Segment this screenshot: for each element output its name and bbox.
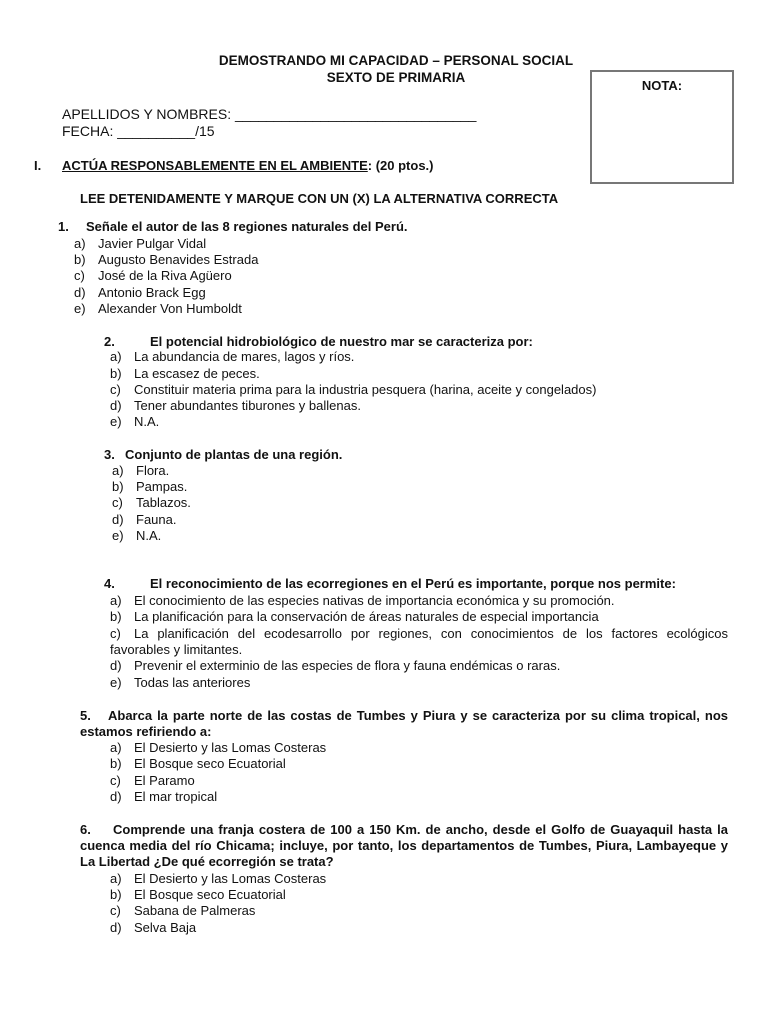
question-5	[80, 708, 728, 740]
option-5d[interactable]	[110, 789, 217, 804]
option-letter: b)	[110, 887, 122, 902]
option-letter: d)	[110, 920, 122, 935]
option-letter: a)	[110, 349, 122, 364]
option-2e[interactable]	[110, 414, 159, 429]
option-1d[interactable]	[74, 285, 206, 300]
question-3	[104, 447, 342, 462]
question-number: 2.	[104, 334, 115, 349]
option-text: La abundancia de mares, lagos y ríos.	[134, 349, 355, 364]
option-2c[interactable]	[110, 382, 596, 397]
option-text: El Desierto y las Lomas Costeras	[134, 740, 327, 755]
option-letter: e)	[74, 301, 86, 316]
option-letter: d)	[74, 285, 86, 300]
option-text: La planificación para la conservación de áreas naturales de especial importancia	[134, 609, 599, 624]
question-2	[104, 334, 533, 349]
grade-label: NOTA:	[641, 78, 683, 93]
option-letter: c)	[110, 382, 121, 397]
option-6d[interactable]	[110, 920, 196, 935]
option-letter: a)	[110, 593, 122, 608]
option-text: Selva Baja	[134, 920, 197, 935]
question-text: Comprende una franja costera de 100 a 150 Km. de ancho, desde el Golfo de Guayaquil hasta la cuenca media del río Chicama; incluye, por tanto, los departamentos de Tumbes, Piura, Lambayeque y La Libertad ¿De qué ecorregión se trata?	[80, 822, 728, 869]
section-heading	[62, 158, 434, 173]
option-letter: c)	[112, 495, 123, 510]
option-1b[interactable]	[74, 252, 258, 267]
question-text: El potencial hidrobiológico de nuestro mar se caracteriza por:	[150, 334, 533, 349]
option-text: Flora.	[136, 463, 170, 478]
option-3c[interactable]	[112, 495, 191, 510]
option-text: José de la Riva Agüero	[98, 268, 232, 283]
option-letter: d)	[110, 658, 122, 673]
option-letter: a)	[110, 740, 122, 755]
option-letter: b)	[110, 756, 122, 771]
option-text: Todas las anteriores	[134, 675, 251, 690]
option-text: Javier Pulgar Vidal	[98, 236, 207, 251]
option-5c[interactable]	[110, 773, 195, 788]
question-4	[104, 576, 676, 591]
option-text: Sabana de Palmeras	[134, 903, 256, 918]
option-letter: b)	[74, 252, 86, 267]
option-letter: a)	[112, 463, 124, 478]
question-number: 3.	[104, 447, 115, 462]
option-5a[interactable]	[110, 740, 326, 755]
question-1	[58, 219, 408, 234]
option-letter: c)	[110, 626, 121, 641]
option-text: N.A.	[136, 528, 162, 543]
question-number: 5.	[80, 708, 91, 723]
option-1e[interactable]	[74, 301, 242, 316]
option-2a[interactable]	[110, 349, 354, 364]
option-letter: a)	[110, 871, 122, 886]
question-number: 4.	[104, 576, 115, 591]
option-letter: d)	[110, 789, 122, 804]
option-6b[interactable]	[110, 887, 286, 902]
instruction: LEE DETENIDAMENTE Y MARQUE CON UN (X) LA ALTERNATIVA CORRECTA	[80, 191, 559, 206]
option-text: La planificación del ecodesarrollo por regiones, con conocimientos de los factores ecológicos favorables y limitantes.	[110, 626, 728, 657]
grade-box[interactable]	[590, 70, 734, 184]
option-letter: b)	[112, 479, 124, 494]
option-text: Tablazos.	[136, 495, 191, 510]
option-4e[interactable]	[110, 675, 250, 690]
section-points: : (20 ptos.)	[367, 158, 434, 173]
option-1c[interactable]	[74, 268, 232, 283]
question-number: 1.	[58, 219, 69, 234]
option-4b[interactable]	[110, 609, 599, 624]
date-field[interactable]: FECHA: __________/15	[62, 123, 215, 139]
question-number: 6.	[80, 822, 91, 837]
option-4d[interactable]	[110, 658, 560, 673]
option-text: Fauna.	[136, 512, 177, 527]
option-letter: e)	[112, 528, 124, 543]
option-text: Alexander Von Humboldt	[98, 301, 242, 316]
option-letter: d)	[110, 398, 122, 413]
option-text: N.A.	[134, 414, 160, 429]
option-text: El mar tropical	[134, 789, 218, 804]
question-text: Conjunto de plantas de una región.	[125, 447, 343, 462]
option-letter: b)	[110, 609, 122, 624]
option-2d[interactable]	[110, 398, 361, 413]
option-text: Augusto Benavides Estrada	[98, 252, 259, 267]
option-5b[interactable]	[110, 756, 286, 771]
option-letter: a)	[74, 236, 86, 251]
question-text: Señale el autor de las 8 regiones naturales del Perú.	[86, 219, 408, 234]
option-4c[interactable]	[110, 626, 728, 658]
option-text: El Paramo	[134, 773, 195, 788]
page-title: DEMOSTRANDO MI CAPACIDAD – PERSONAL SOCIAL	[218, 53, 574, 68]
page-subtitle: SEXTO DE PRIMARIA	[326, 70, 466, 85]
option-letter: b)	[110, 366, 122, 381]
name-field[interactable]: APELLIDOS Y NOMBRES: _______________________________	[62, 106, 477, 122]
option-text: El Bosque seco Ecuatorial	[134, 756, 286, 771]
option-text: Antonio Brack Egg	[98, 285, 206, 300]
option-letter: c)	[110, 903, 121, 918]
question-text: El reconocimiento de las ecorregiones en el Perú es importante, porque nos permite:	[150, 576, 676, 591]
option-letter: c)	[110, 773, 121, 788]
option-3d[interactable]	[112, 512, 176, 527]
option-1a[interactable]	[74, 236, 206, 251]
option-6a[interactable]	[110, 871, 326, 886]
section-number: I.	[34, 158, 42, 173]
question-text: Abarca la parte norte de las costas de Tumbes y Piura y se caracteriza por su clima tropical, nos estamos refiriendo a:	[80, 708, 728, 739]
section-title: ACTÚA RESPONSABLEMENTE EN EL AMBIENTE	[62, 158, 368, 173]
option-text: Tener abundantes tiburones y ballenas.	[134, 398, 361, 413]
option-6c[interactable]	[110, 903, 255, 918]
option-text: La escasez de peces.	[134, 366, 260, 381]
option-3e[interactable]	[112, 528, 161, 543]
question-6	[80, 822, 728, 870]
option-letter: e)	[110, 414, 122, 429]
option-letter: c)	[74, 268, 85, 283]
option-text: Constituir materia prima para la industria pesquera (harina, aceite y congelados)	[134, 382, 597, 397]
option-2b[interactable]	[110, 366, 260, 381]
option-text: El conocimiento de las especies nativas de importancia económica y su promoción.	[134, 593, 615, 608]
option-letter: e)	[110, 675, 122, 690]
option-4a[interactable]	[110, 593, 615, 608]
option-letter: d)	[112, 512, 124, 527]
option-text: Prevenir el exterminio de las especies de flora y fauna endémicas o raras.	[134, 658, 561, 673]
option-text: Pampas.	[136, 479, 188, 494]
option-text: El Desierto y las Lomas Costeras	[134, 871, 327, 886]
option-text: El Bosque seco Ecuatorial	[134, 887, 286, 902]
option-3a[interactable]	[112, 463, 169, 478]
option-3b[interactable]	[112, 479, 187, 494]
